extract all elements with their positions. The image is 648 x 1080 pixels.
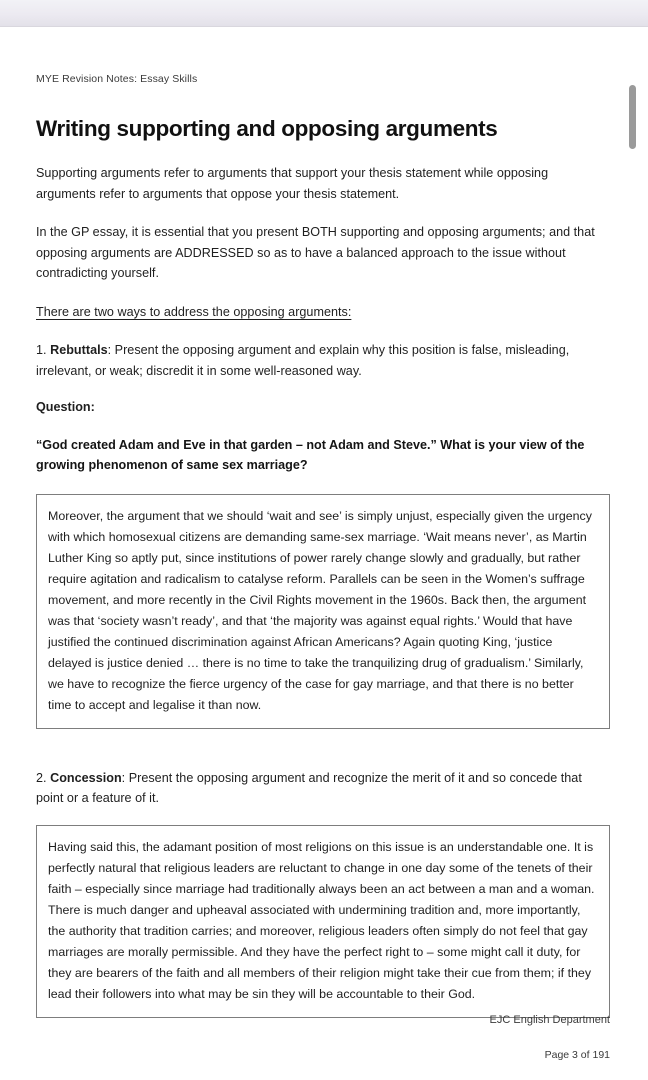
document-content xyxy=(0,27,648,1018)
spacer-after-rebuttal-box xyxy=(36,729,610,768)
point-2-term: Concession xyxy=(50,770,122,785)
vertical-scrollbar[interactable] xyxy=(629,27,636,1080)
scrollbar-thumb[interactable] xyxy=(629,85,636,149)
concession-example-box xyxy=(36,825,610,1018)
rebuttal-example-text: Moreover, the argument that we should ‘wait and see’ is simply unjust, especially given the urgency with which homosexual citizens are demanding same-sex marriage. ‘Wait means never’, as Martin Luther King so aptly put, since institutions of power rarely change slowly and gradually, but rather require agitation and radicalism to catalyse reform. Parallels can be seen in the Women’s suffrage movement, and more recently in the Civil Rights movement in the 1960s. Back then, the argument was that ‘society wasn’t ready’, and that ‘the majority was against equal rights.’ Would that have justified the continued discrimination against African Americans? Again quoting King, ‘justice delayed is justice denied … there is no time to take the tranquilizing drug of gradualism.’ Similarly, we have to recognize the fierce urgency of the case for gay marriage, and that there is no better time to accept and legalise it than now. xyxy=(48,508,592,712)
point-1-description: : Present the opposing argument and explain why this position is false, misleading, irrelevant, or weak; discredit it in some well-reasoned way. xyxy=(36,343,570,378)
page-title: Writing supporting and opposing arguments xyxy=(36,116,498,141)
browser-chrome-bar xyxy=(0,0,648,27)
intro-paragraph-2: In the GP essay, it is essential that you present BOTH supporting and opposing arguments; and that opposing arguments are ADDRESSED so as to have a balanced approach to the issue without contradicting yourself. xyxy=(36,225,595,280)
footer-page-number: Page 3 of 191 xyxy=(544,1049,610,1061)
point-2-paragraph xyxy=(36,768,610,809)
concession-example-text: Having said this, the adamant position of most religions on this issue is an understandable one. It is perfectly natural that religious leaders are reluctant to change in one day some of the tenets of their faith – especially since marriage had traditionally always been an act between a man and a woman. There is much danger and upheaval associated with undermining tradition and, more importantly, the authority that tradition carries; and moreover, religious leaders often simply do not feel that gay marriages are morally permissible. And they have the perfect right to – some might call it duty, for they are bearers of the faith and all members of their religion might take their cue from them; if they lead their followers into what may be sin they will be accountable to their God. xyxy=(48,839,595,1001)
footer-department: EJC English Department xyxy=(489,1014,610,1026)
page-footer xyxy=(0,1013,648,1062)
rebuttal-example-box xyxy=(36,494,610,729)
document-page xyxy=(0,27,648,1080)
point-1-paragraph xyxy=(36,340,610,381)
question-label: Question: xyxy=(36,400,95,414)
intro-paragraph-1: Supporting arguments refer to arguments that support your thesis statement while opposing arguments refer to arguments that oppose your thesis statement. xyxy=(36,166,549,201)
question-prompt: “God created Adam and Eve in that garden – not Adam and Steve.” What is your view of the growing phenomenon of same sex marriage? xyxy=(36,437,585,472)
point-1-term: Rebuttals xyxy=(50,343,108,357)
point-2-description: : Present the opposing argument and recognize the merit of it and so concede that point or a feature of it. xyxy=(36,770,582,805)
point-2-number: 2. xyxy=(36,770,47,785)
two-ways-heading-line xyxy=(36,302,610,323)
point-1-number: 1. xyxy=(36,343,47,357)
two-ways-heading-text: There are two ways to address the opposing arguments: xyxy=(36,304,352,319)
running-head: MYE Revision Notes: Essay Skills xyxy=(36,73,198,85)
